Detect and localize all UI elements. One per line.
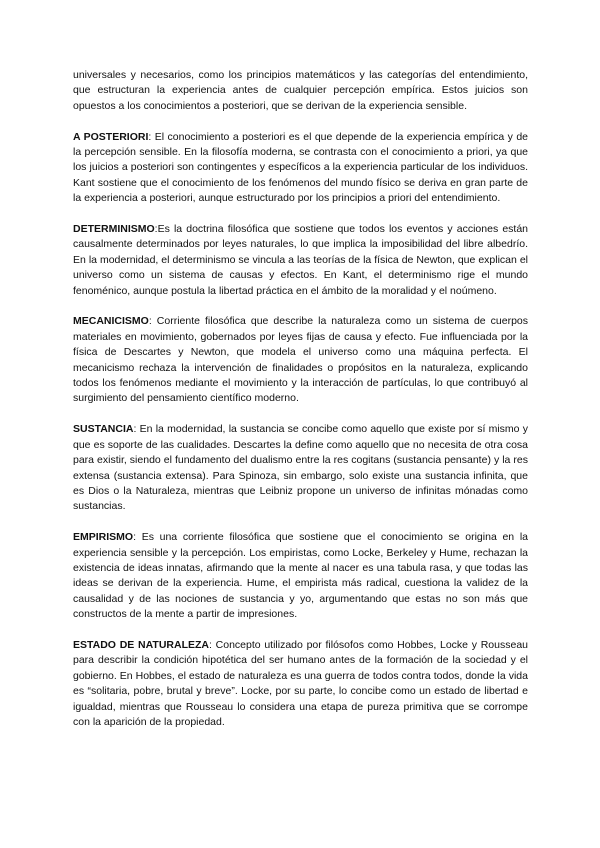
paragraph-mecanicismo bbox=[73, 314, 528, 406]
paragraph-estado-de-naturaleza bbox=[73, 638, 528, 730]
term-separator: : bbox=[133, 531, 137, 544]
paragraph-empirismo bbox=[73, 530, 528, 622]
paragraph-text: Corriente filosófica que describe la naturaleza como un sistema de cuerpos materiales en movimiento, gobernados por leyes fijas de causa y efecto. Fue influenciada por la física de Descartes y Newton, que modela el universo como una máquina perfecta. El mecanicismo rechaza la intervención de finalidades o propósitos en la naturaleza, explicando todos los fenómenos mediante el movimiento y la interacción de partículas, lo que contribuyó al surgimiento del pensamiento científico moderno. bbox=[73, 315, 528, 405]
term-separator: : bbox=[209, 638, 212, 651]
paragraph-a-posteriori bbox=[73, 130, 528, 207]
paragraph-text: Concepto utilizado por filósofos como Hobbes, Locke y Rousseau para describir la condición hipotética del ser humano antes de la formación de la sociedad y el gobierno. En Hobbes, el estado de naturaleza es una guerra de todos contra todos, donde la vida es “solitaria, pobre, brutal y breve”. Locke, por su parte, lo concibe como un estado de libertad e igualdad, mientras que Rousseau lo considera una etapa de pureza primitiva que se corrompe con la aparición de la propiedad. bbox=[73, 638, 529, 728]
term-separator: : bbox=[154, 223, 158, 236]
term-heading: EMPIRISMO bbox=[73, 531, 134, 544]
term-heading: SUSTANCIA bbox=[73, 423, 134, 436]
term-heading: ESTADO DE NATURALEZA bbox=[73, 638, 209, 651]
term-heading: DETERMINISMO bbox=[73, 223, 155, 236]
term-heading: A POSTERIORI bbox=[73, 130, 149, 143]
paragraph-sustancia bbox=[73, 422, 528, 514]
term-heading: MECANICISMO bbox=[73, 315, 149, 328]
paragraph-text: universales y necesarios, como los principios matemáticos y las categorías del entendimiento, que estructuran la experiencia antes de cualquier percepción empírica. Estos juicios son opuestos a los conocimientos a posteriori, que se derivan de la experiencia sensible. bbox=[73, 69, 528, 112]
paragraph-determinismo bbox=[73, 222, 528, 299]
term-separator: : bbox=[148, 315, 152, 328]
paragraph-text: El conocimiento a posteriori es el que depende de la experiencia empírica y de la percepción sensible. En la filosofía moderna, se contrasta con el conocimiento a priori, ya que los juicios a posteriori son contingentes y específicos a la experiencia particular de los individuos. Kant sostiene que el conocimiento de los fenómenos del mundo físico se deriva en gran parte de la experiencia a posteriori, aunque estructurado por los principios a priori del entendimiento. bbox=[73, 130, 528, 205]
document-body bbox=[73, 68, 528, 746]
paragraph-text: Es una corriente filosófica que sostiene que el conocimiento se origina en la experiencia sensible y la percepción. Los empiristas, como Locke, Berkeley y Hume, rechazan la existencia de ideas innatas, afirmando que la mente al nacer es una tabula rasa, y que todas las ideas se derivan de la experiencia. Hume, el empirista más radical, cuestiona la validez de la causalidad y de las nociones de sustancia y yo, argumentando que estas no son más que constructos de la mente a partir de impresiones. bbox=[73, 531, 528, 621]
paragraph-text: Es la doctrina filosófica que sostiene que todos los eventos y acciones están causalmente determinados por leyes naturales, lo que implica la imposibilidad del libre albedrío. En la modernidad, el determinismo se vincula a las teorías de la física de Newton, que explican el universo como un sistema de causas y efectos. En Kant, el determinismo rige el mundo fenoménico, aunque postula la libertad práctica en el ámbito de la moralidad y el noúmeno. bbox=[73, 223, 528, 297]
term-separator: : bbox=[133, 423, 137, 436]
paragraph-text: En la modernidad, la sustancia se concibe como aquello que existe por sí mismo y que es soporte de las cualidades. Descartes la define como aquello que no necesita de otra cosa para existir, siendo el fundamento del dualismo entre la res cogitans (sustancia pensante) y la res extensa (sustancia extensa). Para Spinoza, sin embargo, solo existe una sustancia infinita, que es Dios o la Naturaleza, mientras que Leibniz propone un universo de infinitas mónadas como sustancias. bbox=[73, 423, 528, 513]
paragraph-a-priori-continuation bbox=[73, 68, 528, 114]
term-separator: : bbox=[148, 130, 152, 143]
